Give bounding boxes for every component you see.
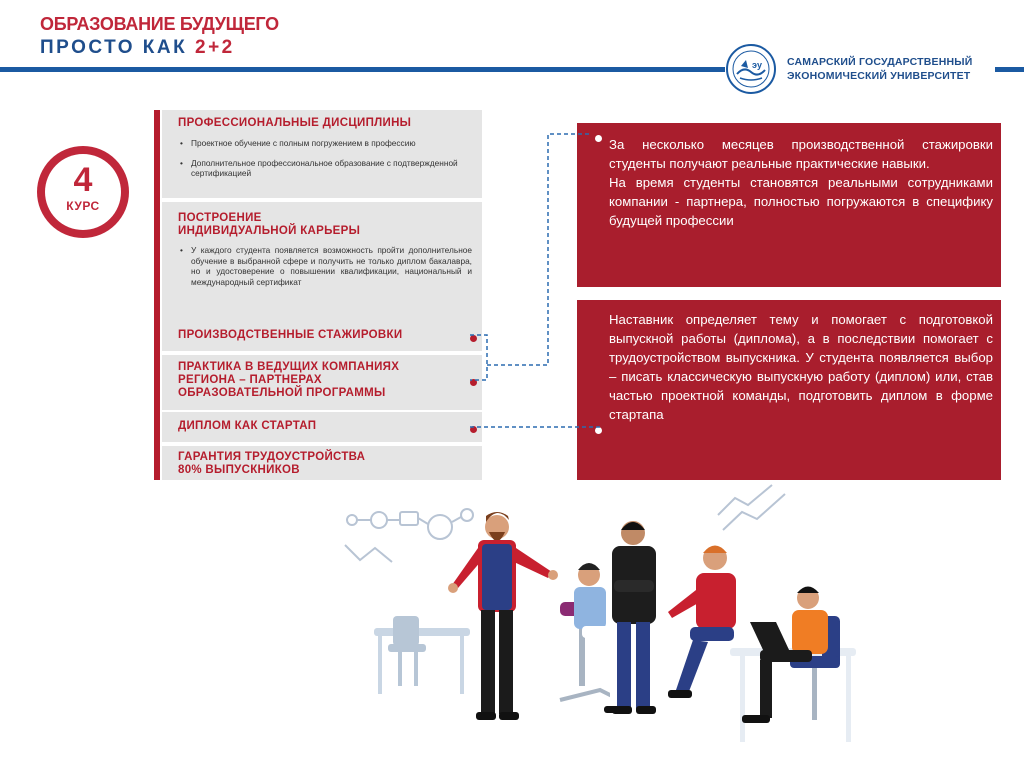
dashed-connectors (470, 134, 600, 427)
presenter-person (448, 512, 558, 720)
svg-text:эу: эу (752, 60, 762, 70)
item-bullet: • У каждого студента появляется возможность пройти дополнительное обучение в выбранной сфере и получить не только диплом бакалавра, но и удостоверение о повышении квалификации, национальный и международный сертификат (178, 245, 482, 287)
connector-bracket (470, 335, 487, 380)
header-title-accent: 2+2 (195, 37, 235, 58)
connector-to-top-box (487, 134, 590, 365)
item-title-line1: ГАРАНТИЯ ТРУДОУСТРОЙСТВА (178, 451, 366, 463)
internship-text-2: На время студенты становятся реальными сотрудниками компании - партнера, полностью погружаются в специфику будущей профессии (609, 175, 993, 228)
header-title-text: ПРОСТО КАК (40, 37, 188, 58)
item-title-line3: ОБРАЗОВАТЕЛЬНОЙ ПРОГРАММЫ (178, 387, 386, 399)
item-title-line1: ПОСТРОЕНИЕ (178, 212, 262, 224)
student-red-sweater (668, 546, 736, 699)
desk-left (374, 628, 470, 694)
mentor-text: Наставник определяет тему и помогает с подготовкой выпускной работы (диплома), а в последствии помогает с трудоустройством выпускника. У студента появляется выбор – писать классическую выпускную работу (диплом) или, став частью проектной команды, подготовить диплом в форме стартапа (609, 312, 993, 422)
tech-icons (345, 509, 473, 562)
item-title-line2: ИНДИВИДУАЛЬНОЙ КАРЬЕРЫ (178, 225, 361, 237)
item-bullet: • Проектное обучение с полным погружением в профессию (178, 138, 482, 149)
course-number: 4 (73, 161, 93, 199)
chair-left (388, 616, 426, 686)
university-name-line1: САМАРСКИЙ ГОСУДАРСТВЕННЫЙ (787, 56, 973, 68)
item-bullet: • Дополнительное профессиональное образование с подтвержденной сертификацией (178, 158, 482, 179)
item-title-line2: 80% ВЫПУСКНИКОВ (178, 464, 300, 476)
item-title: ПРОИЗВОДСТВЕННЫЕ СТАЖИРОВКИ (178, 329, 403, 341)
item-title-line2: РЕГИОНА – ПАРТНЕРАХ (178, 374, 322, 386)
header-title-line1: ОБРАЗОВАНИЕ БУДУЩЕГО (40, 14, 279, 34)
course-label: КУРС (66, 199, 100, 213)
item-title: ДИПЛОМ КАК СТАРТАП (178, 420, 317, 432)
internship-text-1: За несколько месяцев производственной стажировки студенты получают реальные практические навыки. (609, 137, 993, 171)
item-title-line1: ПРАКТИКА В ВЕДУЩИХ КОМПАНИЯХ (178, 361, 400, 373)
item-title: ПРОФЕССИОНАЛЬНЫЕ ДИСЦИПЛИНЫ (178, 117, 412, 129)
student-standing (612, 521, 656, 714)
growth-arrows-icon (718, 485, 785, 530)
university-name-line2: ЭКОНОМИЧЕСКИЙ УНИВЕРСИТЕТ (787, 70, 971, 82)
